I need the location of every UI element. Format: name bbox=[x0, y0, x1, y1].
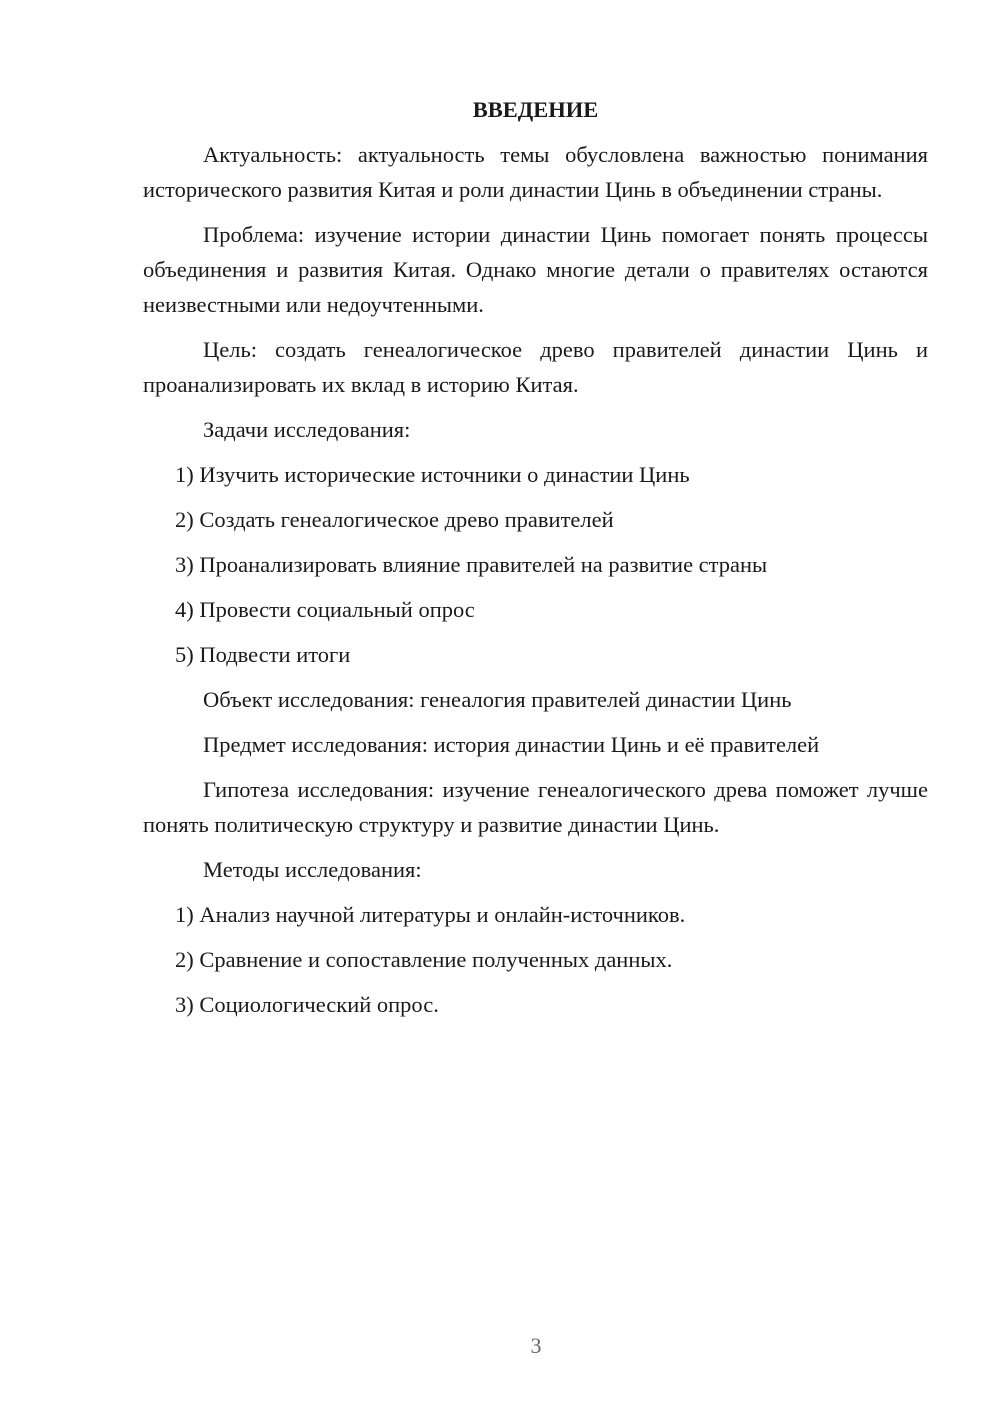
list-item: 3) Социологический опрос. bbox=[175, 992, 439, 1017]
problem-paragraph: Проблема: изучение истории династии Цинь помогает понять процессы объединения и развития Китая. Однако многие детали о правителях остаются неизвестными или недоучтенными. bbox=[143, 222, 928, 317]
methods-list bbox=[143, 897, 928, 1022]
list-item: 1) Изучить исторические источники о династии Цинь bbox=[175, 462, 690, 487]
list-item: 4) Провести социальный опрос bbox=[175, 597, 475, 622]
hypothesis-paragraph: Гипотеза исследования: изучение генеалогического древа поможет лучше понять политическую структуру и развитие династии Цинь. bbox=[143, 777, 928, 837]
page-content bbox=[143, 91, 928, 1032]
list-item: 2) Сравнение и сопоставление полученных данных. bbox=[175, 947, 673, 972]
section-title: ВВЕДЕНИЕ bbox=[472, 97, 599, 122]
list-item: 3) Проанализировать влияние правителей на развитие страны bbox=[175, 552, 768, 577]
subject-paragraph: Предмет исследования: история династии Цинь и её правителей bbox=[203, 732, 820, 757]
list-item: 5) Подвести итоги bbox=[175, 642, 351, 667]
tasks-list bbox=[143, 457, 928, 672]
object-paragraph: Объект исследования: генеалогия правителей династии Цинь bbox=[203, 687, 792, 712]
goal-paragraph: Цель: создать генеалогическое древо правителей династии Цинь и проанализировать их вклад в историю Китая. bbox=[143, 337, 928, 397]
list-item: 2) Создать генеалогическое древо правителей bbox=[175, 507, 614, 532]
list-item: 1) Анализ научной литературы и онлайн-источников. bbox=[175, 902, 686, 927]
methods-heading: Методы исследования: bbox=[203, 857, 422, 882]
relevance-paragraph: Актуальность: актуальность темы обусловлена важностью понимания исторического развития Китая и роли династии Цинь в объединении страны. bbox=[143, 142, 928, 202]
tasks-heading: Задачи исследования: bbox=[203, 417, 411, 442]
page-number: 3 bbox=[530, 1333, 542, 1358]
